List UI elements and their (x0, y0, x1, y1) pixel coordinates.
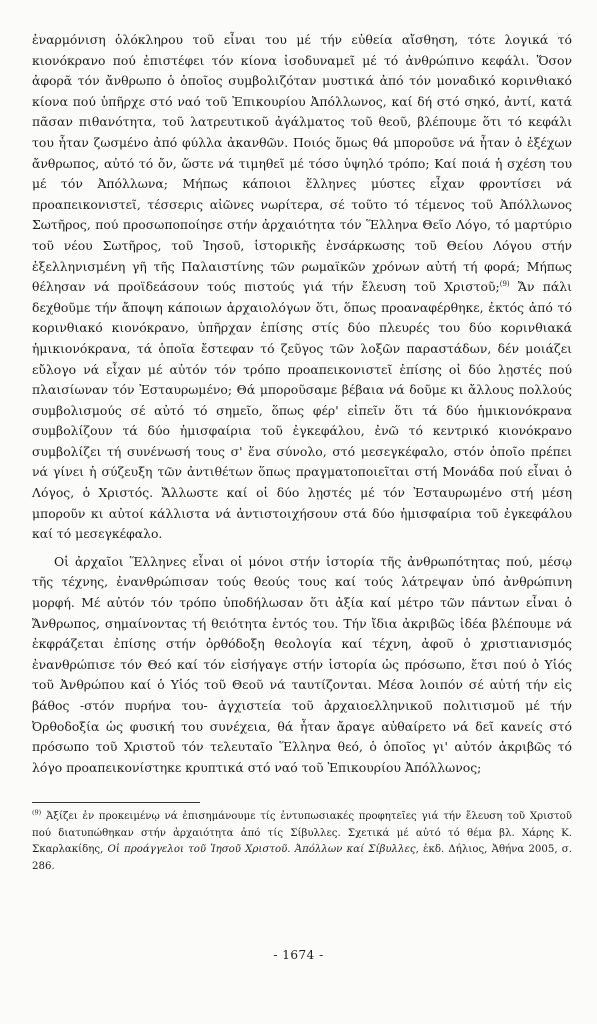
footnote (32, 809, 572, 875)
page-number: - 1674 - (273, 948, 324, 962)
paragraph-1 (32, 30, 572, 545)
footnote-reference[interactable]: (9) (499, 280, 510, 288)
footnote-text-a: Ἀξίζει ἐν προκειμένῳ νά ἐπισημάνουμε τίς ἐντυπωσιακές προφητεῖες γιά τήν ἔλευση τοῦ Χριστοῦ πού διατυπώθηκαν στήν ἀρχαιότητα ἀπό τίς Σίβυλλες. Σχετικά μέ αὐτό τό θέμα βλ. Χάρης Κ. Σκαρλακίδης, (32, 811, 572, 856)
footnote-text-b: , ἐκδ. Δήλιος, Ἀθήνα 2005, σ. 286. (32, 844, 572, 872)
paragraph-1-text-b: Ἄν πάλι δεχθοῦμε τήν ἄποψη κάποιων ἀρχαιολόγων ὅτι, ὅπως προαναφέρθηκε, ἐκτός ἀπό τό κορινθιακό κιονόκρανο, ὑπῆρχαν ἐπίσης στίς δύο πλευρές του δύο κορινθιακά ἡμικιονόκρανα, τά ὁποῖα ἔστεφαν τό ζεῦγος τῶν λοξῶν παραστάδων, δέν μοιάζει εὔλογο νά εἶχαν μέ αὐτόν τόν τρόπο προαπεικονιστεῖ ἐπίσης οἱ δύο λῃστές πού πλαισίωναν τόν Ἐσταυρωμένο; Θά μποροῦσαμε βέβαια νά δοῦμε κι ἄλλους πολλούς συμβολισμούς σέ αὐτό τό σημεῖο, ὅπως φέρ' εἰπεῖν ὅτι τά δύο ἡμικιονόκρανα συμβολίζουν τά δύο ἡμισφαίρια τοῦ ἐγκεφάλου, ἐνῶ τό κεντρικό κιονόκρανο συμβολίζει τή συνένωσή τους σ' ἕνα σύνολο, στό μεσεγκέφαλο, στόν ὁποῖο πρέπει νά γίνει ἡ σύζευξη τῶν ἀντιθέτων ὅπως πραγματοποιεῖται στή Μονάδα πού εἶναι ὁ Λόγος, ὁ Χριστός. Ἄλλωστε καί οἱ δύο λῃστές μέ τόν Ἐσταυρωμένο στή μέση μποροῦν κι αὐτοί κάλλιστα νά ἀντιστοιχήσουν στά δύο ἡμισφαίρια τοῦ ἐγκεφάλου καί τό μεσεγκέφαλο. (32, 279, 573, 542)
footnote-divider (32, 802, 200, 803)
page-content (32, 30, 572, 875)
footnote-book-title: Οἱ προάγγελοι τοῦ Ἰησοῦ Χριστοῦ. Ἀπόλλων καί Σίβυλλες (107, 844, 416, 856)
paragraph-1-text-a: ἐναρμόνιση ὁλόκληρου τοῦ εἶναι του μέ τήν εὐθεία αἴσθηση, τότε λογικά τό κιονόκρανο πού ἐπιστέφει τόν κίονα ἰσοδυναμεῖ μέ τό ἀνθρώπινο κεφάλι. Ὅσον ἀφορᾶ τόν ἄνθρωπο ὁ ὁποῖος συμβολιζόταν μυστικά ἀπό τόν μοναδικό κορινθιακό κίονα πού ὑπῆρχε στό ναό τοῦ Ἐπικουρίου Ἀπόλλωνος, καί δή στό σηκό, ἀντί, κατά πᾶσαν πιθανότητα, τοῦ λατρευτικοῦ ἀγάλματος τοῦ θεοῦ, βλέπουμε ὅτι τό κεφάλι του ἦταν ζωσμένο ἀπό φύλλα ἀκανθῶν. Ποιός ὅμως θά μποροῦσε νά ἦταν ὁ ἐξέχων ἄνθρωπος, αὐτό τό ὄν, ὥστε νά τιμηθεῖ μέ τόσο ὑψηλό τρόπο; Καί ποιά ἡ σχέση του μέ τόν Ἀπόλλωνα; Μήπως κάποιοι ἕλληνες μύστες εἶχαν φροντίσει νά προαπεικονιστεῖ, τέσσερις αἰῶνες νωρίτερα, σέ τοῦτο τό τέμενος τοῦ Ἀπόλλωνος Σωτῆρος, πού προσωποποίησε στήν ἀρχαιότητα τόν Ἕλληνα Θεῖο Λόγο, τό μαρτύριο τοῦ νέου Σωτῆρος, τοῦ Ἰησοῦ, ἱστορικῆς ἐνσάρκωσης τοῦ Θείου Λόγου στήν ἐξελληνισμένη γῆ τῆς Παλαιστίνης τῶν ρωμαϊκῶν χρόνων αὐτή τή φορά; Μήπως θέλησαν νά προϊδεάσουν τούς πιστούς γιά τήν ἔλευση τοῦ Χριστοῦ; (32, 32, 572, 295)
footnote-marker: (9) (32, 808, 42, 817)
paragraph-2: Οἱ ἀρχαῖοι Ἕλληνες εἶναι οἱ μόνοι στήν ἱστορία τῆς ἀνθρωπότητας πού, μέσῳ τῆς τέχνης, ἐνανθρώπισαν τούς θεούς τους καί τούς λάτρεψαν ὑπό ἀνθρώπινη μορφή. Μέ αὐτόν τόν τρόπο ὑποδήλωσαν ὅτι ἀξία καί μέτρο τῶν πάντων εἶναι ὁ Ἄνθρωπος, σημαίνοντας τή θειότητα ἐντός του. Τήν ἴδια ἀκριβῶς ἰδέα βλέπουμε νά ἐκφράζεται ἐπίσης στήν ὀρθόδοξη θεολογία καί τέχνη, ἀφοῦ ὁ χριστιανισμός ἐνανθρώπισε τόν Θεό καί τόν εἰσήγαγε στήν ἱστορία ὡς πρόσωπο, ἔτσι πού ὁ Υἱός τοῦ Ἀνθρώπου καί ὁ Υἱός τοῦ Θεοῦ νά ταυτίζονται. Μέσα λοιπόν σέ αὐτή τήν εἰς βάθος -στόν πυρήνα του- ἀγχιστεία τοῦ ἀρχαιοελληνικοῦ πολιτισμοῦ μέ τήν Ὀρθοδοξία ὡς φυσική του συνέχεια, θά ἦταν ἄραγε αὐθαίρετο νά δεῖ κανείς στό πρόσωπο τοῦ Χριστοῦ τόν τελευταῖο Ἕλληνα θεό, ὁ ὁποῖος γι' αὐτόν ἀκριβῶς τό λόγο προαπεικονίστηκε κρυπτικά στό ναό τοῦ Ἐπικουρίου Ἀπόλλωνος; (32, 553, 572, 775)
